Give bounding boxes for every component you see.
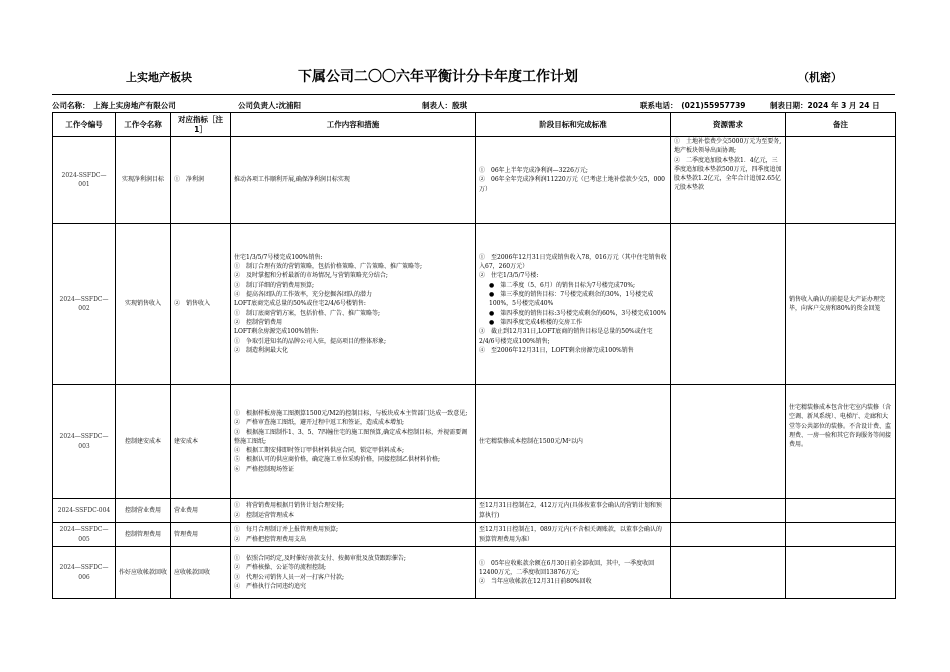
stage-targets: ① 05年应收帐款余额在6月30日前全部收回，其中，一季度收回12400万元，二季度收回13876万元; ② 当年应收帐款在12月31日前80%回收 bbox=[476, 547, 671, 599]
col-header-code: 工作令编号 bbox=[53, 113, 116, 137]
table-row bbox=[53, 224, 896, 385]
indicator: 建安成本 bbox=[171, 385, 231, 499]
table-row bbox=[53, 523, 896, 547]
col-header-indicator: 对应指标［注1］ bbox=[171, 113, 231, 137]
contact-phone: 联系电话： (021)55957739 bbox=[640, 101, 746, 110]
division-label: 上实地产板块 bbox=[126, 71, 192, 84]
table-row bbox=[53, 385, 896, 499]
col-header-note: 备注 bbox=[786, 113, 896, 137]
work-order-code: 2024—SSFDC—003 bbox=[53, 385, 116, 499]
report-header bbox=[0, 64, 950, 88]
resource-needs bbox=[671, 499, 786, 523]
note: 住宅精装修成本包含住宅室内装修（含空调、新风系统）、电梯厅、走廊和大堂等公共部位的装修。不含设计费、监理费、一房一验和其它咨询服务等间接费用。 bbox=[786, 385, 896, 499]
note bbox=[786, 137, 896, 224]
indicator: 营业费用 bbox=[171, 499, 231, 523]
resource-needs bbox=[671, 385, 786, 499]
note bbox=[786, 547, 896, 599]
work-content: ① 将营销费用根据月销售计划合理安排; ② 控制运营管理成本 bbox=[231, 499, 476, 523]
note bbox=[786, 523, 896, 547]
table-row bbox=[53, 499, 896, 523]
work-order-code: 2024-SSFDC-004 bbox=[53, 499, 116, 523]
indicator: ② 销售收入 bbox=[171, 224, 231, 385]
note: 销售收入确认的前提是大产证办理完毕，向客户交房和80%的资金回笼 bbox=[786, 224, 896, 385]
indicator: 管理费用 bbox=[171, 523, 231, 547]
work-order-code: 2024—SSFDC—006 bbox=[53, 547, 116, 599]
work-order-code: 2024—SSFDC—002 bbox=[53, 224, 116, 385]
note bbox=[786, 499, 896, 523]
resource-needs: ① 土地补偿费少交5000万元为至要务,地产板块领导出面协调; ② 二季度追加股本垫款1．4亿元，三季度追加股本垫款500万元，四季度追加股本垫款1.2亿元，全年合计追加2.65亿元股本垫款 bbox=[671, 137, 786, 224]
report-title: 下属公司二〇〇六年平衡计分卡年度工作计划 bbox=[298, 69, 578, 85]
work-order-name: 作好应收帐款回收 bbox=[116, 547, 171, 599]
indicator: ① 净利润 bbox=[171, 137, 231, 224]
work-order-name: 控制营业费用 bbox=[116, 499, 171, 523]
company-leader: 公司负责人:沈浦阳 bbox=[238, 101, 301, 110]
header-rule bbox=[52, 94, 895, 95]
work-content: 推动各项工作顺利开展,确保净利润目标实现 bbox=[231, 137, 476, 224]
work-content: ① 根据样板房施工图测算1500元/M2的控制目标，与板块成本主管部门达成一致意见; ② 严格审查施工图纸，避开过程中返工和签证，造成成本增加; ③ 根据施工图制作1、3、5、7四幢住宅的施工图预算,确定成本控制目标，并视需要调整施工图纸; ④ 根据工期安排即时签订甲供材料供应合同，锁定甲供料成本; ⑤ 根据认可的供应商价格，确定施工单位采购价格，同接控制乙供材料价格; ⑥ 严格控制现场签证 bbox=[231, 385, 476, 499]
work-content: ① 每月合理制订并上报管理费用预算; ② 严格把控管理费用支出 bbox=[231, 523, 476, 547]
company-name: 公司名称： 上海上实房地产有限公司 bbox=[52, 101, 176, 110]
work-order-name: 实现净利润目标 bbox=[116, 137, 171, 224]
resource-needs bbox=[671, 547, 786, 599]
plan-table bbox=[52, 112, 896, 599]
table-maker: 制表人：殷琪 bbox=[422, 101, 467, 110]
table-header-row bbox=[53, 113, 896, 137]
table-row bbox=[53, 547, 896, 599]
table-row bbox=[53, 137, 896, 224]
confidential-label: （机密） bbox=[798, 71, 842, 84]
meta-row bbox=[52, 100, 895, 112]
work-order-name: 控制管理费用 bbox=[116, 523, 171, 547]
resource-needs bbox=[671, 523, 786, 547]
col-header-targets: 阶段目标和完成标准 bbox=[476, 113, 671, 137]
work-order-name: 控制建安成本 bbox=[116, 385, 171, 499]
stage-targets: ① 06年上半年完成净利润—3226万元; ② 06年全年完成净利润11220万元（已考虑土地补偿款少交5，000万） bbox=[476, 137, 671, 224]
col-header-name: 工作令名称 bbox=[116, 113, 171, 137]
indicator: 应收帐款回收 bbox=[171, 547, 231, 599]
stage-targets: ① 至2006年12月31日完成销售收入78，016万元（其中住宅销售收入67，260万元） ② 住宅1/3/5/7号楼: ● 第二季度（5、6月）的销售目标为7号楼完成70%; ● 第三季度的销售目标：7号楼完成剩余的30%，1号楼完成100%，5号楼完成40% ● 第四季度的销售目标:3号楼完成剩余的60%，3号楼完成100% ● 第四季度完成4栋楼的交房工作 ③ 截止到12月31日,LOFT底商的销售目标是总量的50%或住宅2/4/6号楼完成100%销售; ④ 至2006年12月31日，LOFT剩余房源完成100%销售 bbox=[476, 224, 671, 385]
work-order-code: 2024—SSFDC—005 bbox=[53, 523, 116, 547]
work-order-code: 2024-SSFDC—001 bbox=[53, 137, 116, 224]
resource-needs bbox=[671, 224, 786, 385]
table-date: 制表日期：2024 年 3 月 24 日 bbox=[770, 101, 880, 110]
col-header-content: 工作内容和措施 bbox=[231, 113, 476, 137]
work-order-name: 实现销售收入 bbox=[116, 224, 171, 385]
stage-targets: 住宅精装修成本控制在1500元/M²以内 bbox=[476, 385, 671, 499]
work-content: 住宅1/3/5/7号楼完成100%销售: ① 制订合理有效的营销策略，包括价格策略、广告策略、推广策略等; ② 及时掌握和分析最新的市场情况,与营销策略充分结合; ③ 制订详细的营销费用预算; ④ 提高各团队的工作效率，充分挖掘各团队的潜力 LOFT底商完成总量的50%或住宅2/4/6号楼销售: ① 制订底商营销方案，包括价格、广告、推广策略等; ② 控制营销费用 LOFT剩余房源完成100%销售: ① 争取引进知名的品牌公司入驻，提高项目的整体形象; ② 制造利润最大化 bbox=[231, 224, 476, 385]
work-content: ① 依照合同约定,及时催好房款支付、按揭审批及放贷跟踪催告; ② 严格核操、公证等的流程控制; ③ 代理公司销售人员一对一打客户付款; ④ 严格执行合同违约追究 bbox=[231, 547, 476, 599]
col-header-resources: 资源需求 bbox=[671, 113, 786, 137]
stage-targets: 至12月31日控制在2，412万元内(具体按董事会确认的营销计划和预算执行) bbox=[476, 499, 671, 523]
stage-targets: 至12月31日控制在1，089万元内(不含相关调账款，以董事会确认的预算管理费用为准） bbox=[476, 523, 671, 547]
